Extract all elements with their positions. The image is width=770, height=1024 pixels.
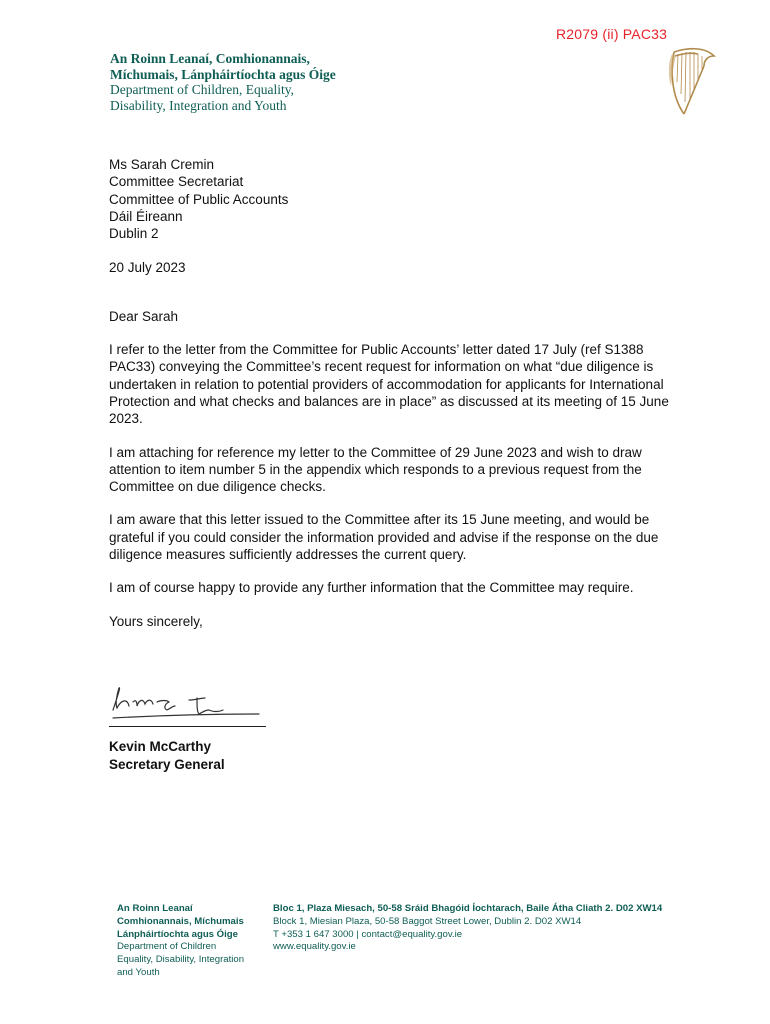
recipient-line: Ms Sarah Cremin — [109, 157, 215, 172]
letter-body — [109, 156, 669, 630]
footer-name-english: and Youth — [117, 966, 160, 978]
body-paragraph: I refer to the letter from the Committee for Public Accounts’ letter dated 17 July (ref S1388 PAC33) conveying the Committee’s recent request for information on what “due diligence is undertaken in relation to potential providers of accommodation for applicants for International Protection and what checks and balances are in place” as discussed at its meeting of 15 June 2023. — [109, 342, 669, 427]
body-paragraph: I am of course happy to provide any further information that the Committee may require. — [109, 580, 634, 596]
reference-stamp: R2079 (ii) PAC33 — [556, 26, 668, 42]
footer-department-name — [117, 903, 267, 980]
closing: Yours sincerely, — [109, 613, 203, 629]
recipient-address — [109, 156, 669, 242]
recipient-line: Dublin 2 — [109, 226, 159, 242]
signature-line — [109, 726, 266, 727]
salutation: Dear Sarah — [109, 308, 179, 324]
footer-name-irish: Lánpháirtíochta agus Óige — [117, 928, 239, 940]
footer-contact — [273, 903, 713, 954]
harp-emblem-icon — [664, 42, 718, 118]
letter-date: 20 July 2023 — [109, 260, 186, 276]
footer-address-irish: Bloc 1, Plaza Miesach, 50-58 Sráid Bhagóid Íochtarach, Baile Átha Cliath 2. D02 XW14 — [273, 903, 663, 914]
footer-phone-email: T +353 1 647 3000 | contact@equality.gov.ie — [273, 928, 463, 940]
department-name-english-line2: Disability, Integration and Youth — [110, 97, 287, 113]
department-header — [110, 51, 336, 113]
signatory-title: Secretary General — [109, 757, 225, 772]
footer-name-irish: An Roinn Leanaí — [117, 903, 193, 914]
recipient-line: Committee of Public Accounts — [109, 191, 289, 207]
signatory-block — [109, 738, 225, 774]
department-name-english-line1: Department of Children, Equality, — [110, 82, 294, 97]
footer-name-english: Department of Children — [117, 941, 217, 953]
footer-website: www.equality.gov.ie — [273, 941, 356, 953]
body-paragraph: I am aware that this letter issued to the Committee after its 15 June meeting, and would be grateful if you could consider the information provided and advise if the response on the due diligence measures sufficiently addresses the current query. — [109, 512, 659, 563]
handwritten-signature — [109, 680, 284, 730]
signatory-name: Kevin McCarthy — [109, 739, 212, 754]
body-paragraph: I am attaching for reference my letter to the Committee of 29 June 2023 and wish to draw attention to item number 5 in the appendix which responds to a previous request from the Committee on due diligence checks. — [109, 444, 642, 495]
recipient-line: Dáil Éireann — [109, 208, 183, 224]
footer-name-irish: Comhionannais, Míchumais — [117, 915, 244, 927]
department-name-irish-line2: Míchumais, Lánpháirtíochta agus Óige — [110, 66, 336, 82]
recipient-line: Committee Secretariat — [109, 174, 244, 190]
department-name-irish-line1: An Roinn Leanaí, Comhionannais, — [110, 51, 310, 66]
footer-name-english: Equality, Disability, Integration — [117, 954, 245, 966]
footer-address-english: Block 1, Miesian Plaza, 50-58 Baggot Street Lower, Dublin 2. D02 XW14 — [273, 915, 582, 927]
